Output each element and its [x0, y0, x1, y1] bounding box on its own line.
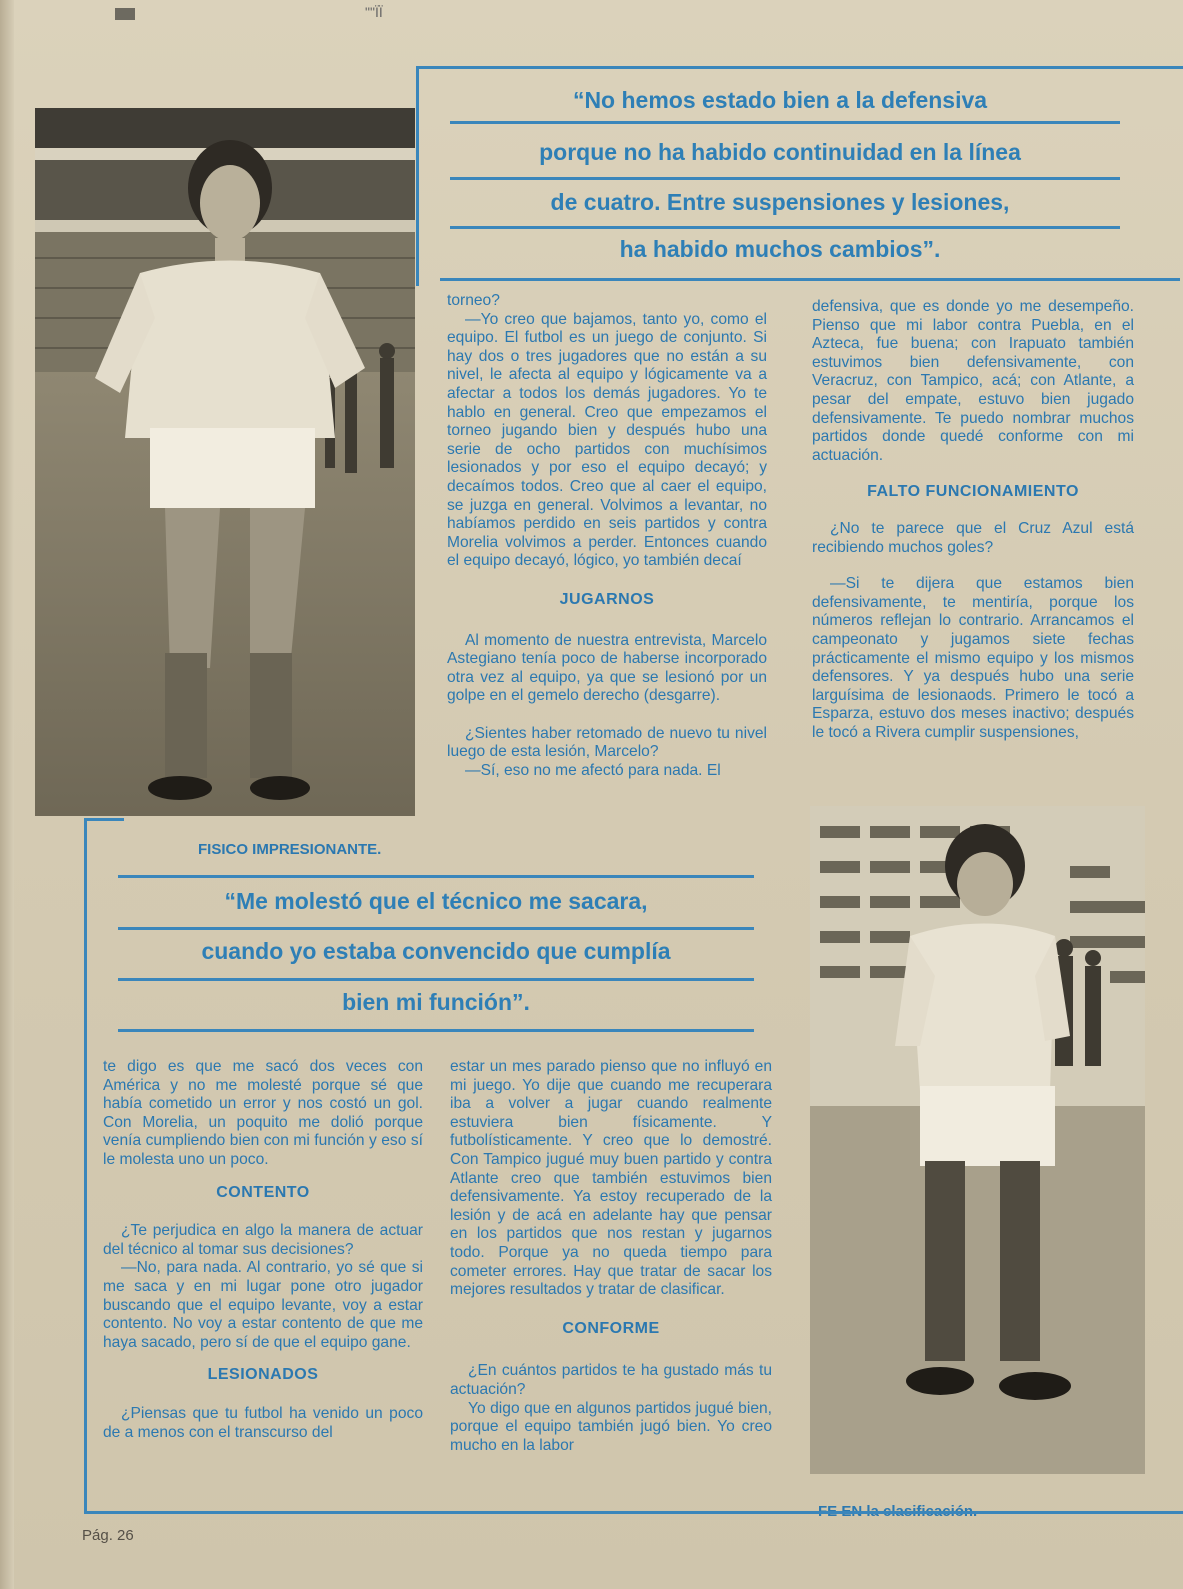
mid-quote-rule-0 [118, 875, 754, 878]
paragraph: ¿Sientes haber retomado de nuevo tu nivel luego de esta lesión, Marcelo? [447, 724, 767, 761]
paragraph: —Yo creo que bajamos, tanto yo, como el equipo. El futbol es un juego de conjunto. Si hay dos o tres jugadores que no están a su nivel, le afecta al equipo y lógicamente va a afectar a todos los demás jugadores. Yo te hablo en general. Creo que empezamos el torneo jugando bien y después hubo una serie de ocho partidos con muchísimos lesionados y por eso el equipo decayó; y decaímos todos. Creo que al caer el equipo, se juzga en general. Volvimos a levantar, no habíamos perdido en seis partidos y contra Morelia volvimos a perder. Entonces cuando el equipo decayó, lógico, yo también decaí [447, 310, 767, 570]
paragraph: ¿Piensas que tu futbol ha venido un poco de a menos con el transcurso del [103, 1404, 423, 1441]
article-column-left-bottom [103, 1058, 423, 1442]
top-quote-frame-left [416, 66, 419, 286]
section-heading-falto-funcionamiento: FALTO FUNCIONAMIENTO [867, 483, 1079, 501]
article-column-right-top [812, 298, 1134, 742]
section-heading-lesionados: LESIONADOS [207, 1366, 319, 1384]
paragraph: ¿No te parece que el Cruz Azul está recibiendo muchos goles? [812, 519, 1134, 556]
section-heading-jugarnos: JUGARNOS [559, 590, 655, 608]
top-quote-rule-1 [450, 121, 1120, 124]
top-quote-line-1: “No hemos estado bien a la defensiva [572, 87, 988, 113]
mid-quote-rule-2 [118, 978, 754, 981]
paragraph: ¿Te perjudica en algo la manera de actuar del técnico al tomar sus decisiones? [103, 1222, 423, 1258]
top-quote-line-2: porque no ha habido continuidad en la línea [539, 139, 1021, 165]
paragraph: defensiva, que es donde yo me desempeño. Pienso que mi labor contra Puebla, en el Azteca, fue buena; con Irapuato también estuvimos bien defensivamente, con Veracruz, con Tampico, acá; con Atlante, a pesar del empate, estuvo bien jugado defensivamente. Te puedo nombrar muchos partidos donde quedé conforme con mi actuación. [812, 298, 1134, 464]
paragraph: torneo? [447, 292, 500, 309]
mid-quote-frame-left [84, 818, 87, 1513]
top-quote-rule-3 [450, 226, 1120, 229]
mid-quote-frame-top [84, 818, 124, 821]
paragraph: —Si te dijera que estamos bien defensivamente, te mentiría, porque los números reflejan lo contrario. Arrancamos el campeonato y jugamos siete fechas prácticamente el mismo equipo y los mismos defensores. Y ya después hubo una serie larguísima de lesionaods. Primero le tocó a Esparza, estuvo dos meses inactivo; después le tocó a Rivera cumplir suspensiones, [812, 575, 1134, 741]
player-photo-top-image [35, 108, 415, 816]
paragraph: estar un mes parado pienso que no influyó en mi juego. Yo dije que cuando me recuperara iba a volver a jugar cuando realmente estuviera bien físicamente. Y futbolísticamente. Y creo que lo demostré. Con Tampico jugué muy buen partido y contra Atlante creo que también estuvimos bien defensivamente. Ya estoy recuperado de la lesión y de acá en adelante hay que pensar en los partidos que nos restan y jugarnos todo. Porque ya no queda tiempo para cometer errores. Hay que tratar de sacar los mejores resultados y tratar de clasificar. [450, 1058, 772, 1299]
player-photo-bottom [810, 806, 1145, 1474]
top-quote-frame-top [418, 66, 1183, 69]
photo-caption-top: FISICO IMPRESIONANTE. [198, 841, 382, 858]
mid-quote-line-3: bien mi función”. [342, 989, 530, 1015]
page-number: Pág. 26 [82, 1527, 134, 1544]
top-quote-rule-4 [440, 278, 1180, 281]
top-quote-line-3: de cuatro. Entre suspensiones y lesiones, [550, 189, 1010, 215]
player-photo-bottom-image [810, 806, 1145, 1474]
paragraph: Yo digo que en algunos partidos jugué bien, porque el equipo también jugó bien. Yo creo mucho en la labor [450, 1399, 772, 1454]
article-column-middle-bottom [450, 1058, 772, 1455]
section-heading-conforme: CONFORME [562, 1319, 660, 1337]
header-marks [115, 8, 135, 20]
article-column-middle-top [447, 292, 767, 781]
paragraph: te digo es que me sacó dos veces con América y no me molesté porque sé que había cometido un error y nos costó un gol. Con Morelia, un poquito me dolió porque venía cumpliendo bien con mi función y eso sí le molesta uno un poco. [103, 1058, 423, 1168]
bottom-frame-line [84, 1511, 1183, 1514]
top-quote-rule-2 [450, 177, 1120, 180]
mid-quote-line-2: cuando yo estaba convencido que cumplía [201, 938, 671, 964]
paragraph: —No, para nada. Al contrario, yo sé que si me saca y en mi lugar pone otro jugador buscando que el equipo levante, voy a estar contento. No voy a estar contento de que me haya sacado, pero sí de que el equipo gane. [103, 1259, 423, 1351]
mid-quote-rule-1 [118, 927, 754, 930]
mid-quote-line-1: “Me molestó que el técnico me sacara, [224, 888, 648, 914]
paragraph: Al momento de nuestra entrevista, Marcelo Astegiano tenía poco de haberse incorporado otra vez al equipo, ya que se lesionó por un golpe en el gemelo derecho (desgarre). [447, 631, 767, 705]
mid-quote-rule-3 [118, 1029, 754, 1032]
paragraph: ¿En cuántos partidos te ha gustado más tu actuación? [450, 1362, 772, 1398]
page-spine-shadow [0, 0, 14, 1589]
paragraph: —Sí, eso no me afectó para nada. El [465, 762, 721, 780]
header-marks-text: ""ÏÏ [365, 4, 383, 20]
top-quote-line-4: ha habido muchos cambios”. [619, 236, 941, 262]
section-heading-contento: CONTENTO [216, 1183, 310, 1201]
player-photo-top [35, 108, 415, 816]
